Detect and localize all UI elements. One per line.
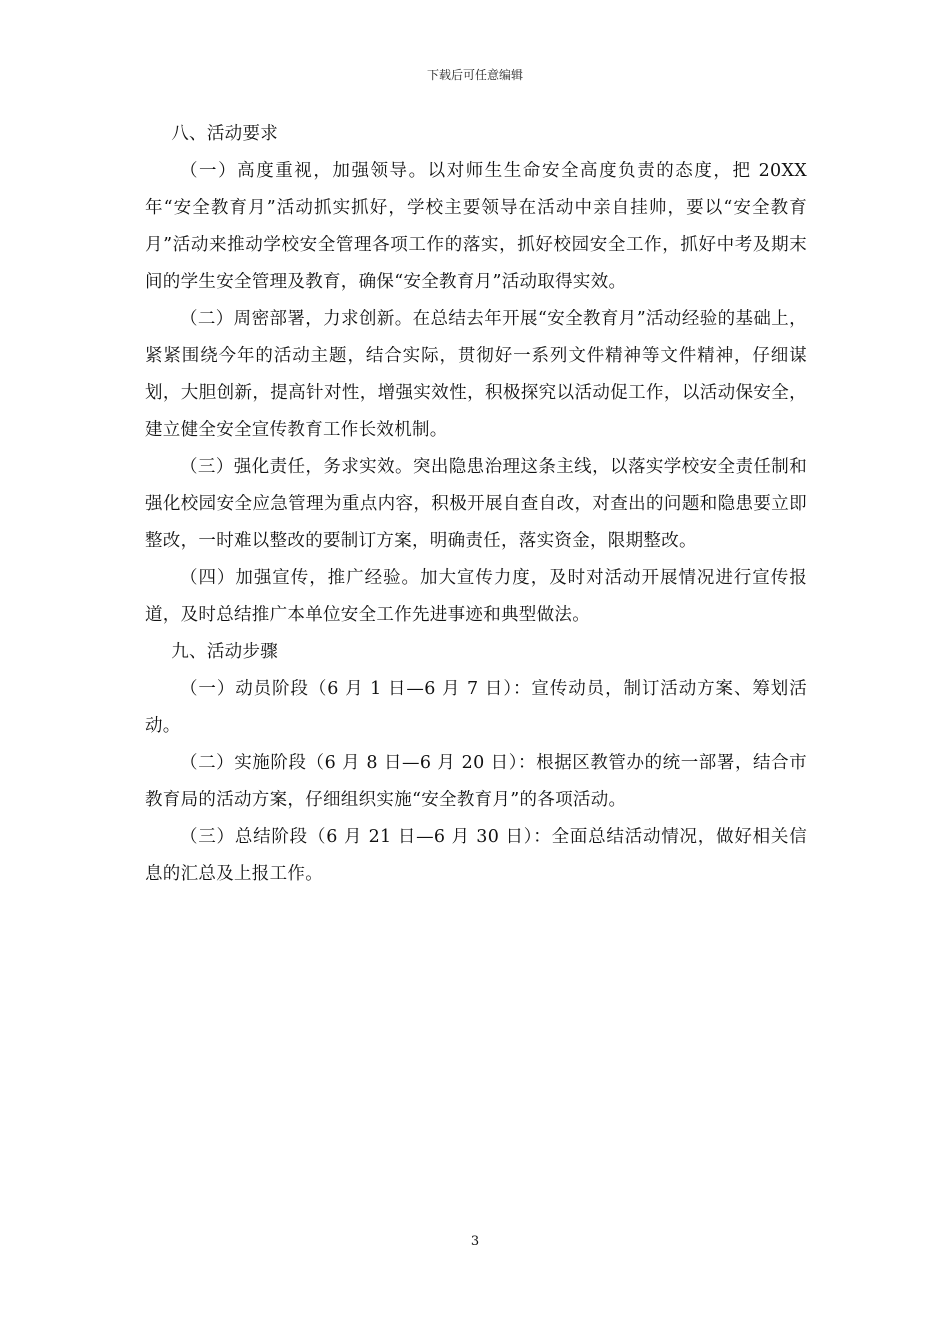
section-heading: 八、活动要求: [171, 124, 279, 144]
document-body: [145, 116, 807, 893]
paragraph: （四）加强宣传，推广经验。加大宣传力度，及时对活动开展情况进行宣传报道，及时总结推广本单位安全工作先进事迹和典型做法。: [145, 568, 807, 625]
page-header: 下载后可任意编辑: [426, 68, 523, 82]
page-number: 3: [470, 1234, 480, 1249]
paragraph: （三）总结阶段（6 月 21 日—6 月 30 日）：全面总结活动情况，做好相关信息的汇总及上报工作。: [145, 827, 807, 884]
paragraph: （一）动员阶段（6 月 1 日—6 月 7 日）：宣传动员，制订活动方案、筹划活动。: [145, 679, 807, 736]
paragraph: （一）高度重视，加强领导。以对师生生命安全高度负责的态度，把 20XX 年“安全教育月”活动抓实抓好，学校主要领导在活动中亲自挂帅，要以“安全教育月”活动来推动学校安全管理各项工作的落实，抓好校园安全工作，抓好中考及期末间的学生安全管理及教育，确保“安全教育月”活动取得实效。: [145, 161, 807, 292]
paragraph: （二）周密部署，力求创新。在总结去年开展“安全教育月”活动经验的基础上，紧紧围绕今年的活动主题，结合实际，贯彻好一系列文件精神等文件精神，仔细谋划，大胆创新，提高针对性，增强实效性，积极探究以活动促工作，以活动保安全，建立健全安全宣传教育工作长效机制。: [145, 309, 807, 440]
paragraph: （三）强化责任，务求实效。突出隐患治理这条主线，以落实学校安全责任制和强化校园安全应急管理为重点内容，积极开展自查自改，对查出的问题和隐患要立即整改，一时难以整改的要制订方案，明确责任，落实资金，限期整改。: [145, 457, 807, 551]
section-heading: 九、活动步骤: [171, 642, 279, 662]
paragraph: （二）实施阶段（6 月 8 日—6 月 20 日）：根据区教管办的统一部署，结合市教育局的活动方案，仔细组织实施“安全教育月”的各项活动。: [145, 753, 807, 810]
